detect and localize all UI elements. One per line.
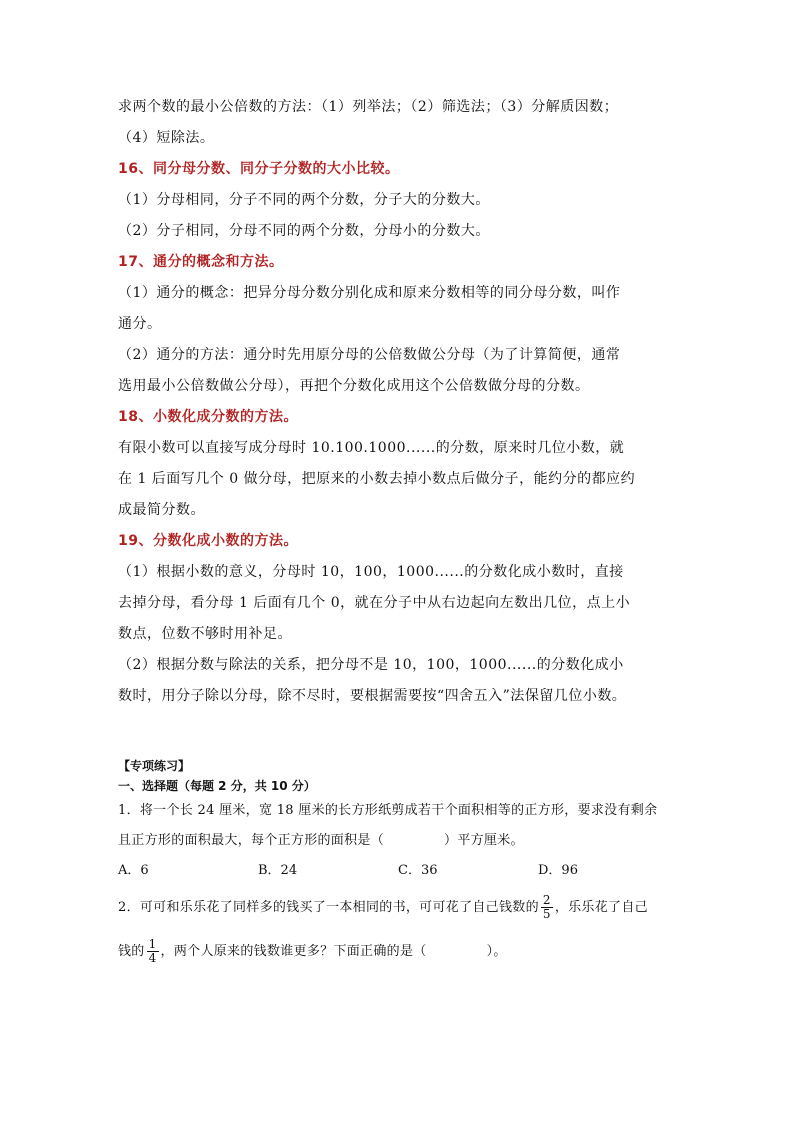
question-2-line-2 — [118, 930, 678, 974]
q2b-text-pre: 钱的 — [118, 944, 145, 959]
q1-text-post: ）平方厘米。 — [444, 833, 524, 848]
text-line: （2）根据分数与除法的关系，把分母不是 10，100，1000......的分数化成小 — [118, 657, 624, 673]
text-line: （1）根据小数的意义，分母时 10，100，1000......的分数化成小数时，直接 — [118, 564, 624, 580]
question-2-line-1 — [118, 886, 678, 930]
text-line: 数点，位数不够时用补足。 — [118, 626, 292, 642]
document-page — [118, 92, 678, 974]
option-c[interactable]: C．36 — [398, 863, 438, 878]
text-line: 通分。 — [118, 316, 162, 332]
fraction-denominator: 4 — [148, 951, 157, 965]
text-line: 数时，用分子除以分母，除不尽时，要根据需要按“四舍五入”法保留几位小数。 — [118, 688, 627, 704]
text-line: 去掉分母，看分母 1 后面有几个 0，就在分子中从右边起向左数出几位，点上小 — [118, 595, 631, 611]
question-1-options — [118, 856, 678, 886]
q2-text-pre: 2．可可和乐乐花了同样多的钱买了一本相同的书，可可花了自己钱数的 — [118, 900, 539, 915]
heading-17: 17、通分的概念和方法。 — [118, 254, 284, 270]
fraction-two-fifths — [541, 894, 553, 921]
fraction-denominator: 5 — [542, 907, 551, 921]
text-line: （2）分子相同，分母不同的两个分数，分母小的分数大。 — [118, 223, 490, 239]
text-line: 有限小数可以直接写成分母时 10.100.1000......的分数，原来时几位小数，就 — [118, 440, 625, 456]
q2b-text-mid: ，两个人原来的钱数谁更多？下面正确的是（ — [160, 944, 427, 959]
heading-18: 18、小数化成分数的方法。 — [118, 409, 298, 425]
fraction-numerator: 2 — [542, 893, 551, 907]
heading-16: 16、同分母分数、同分子分数的大小比较。 — [118, 161, 400, 177]
q1-text-pre: 且正方形的面积最大，每个正方形的面积是（ — [118, 833, 385, 848]
text-line: （1）分母相同，分子不同的两个分数，分子大的分数大。 — [118, 192, 490, 208]
fraction-one-quarter — [147, 938, 159, 965]
heading-19: 19、分数化成小数的方法。 — [118, 533, 298, 549]
q2-text-post: ，乐乐花了自己 — [554, 900, 648, 915]
text-line: 求两个数的最小公倍数的方法：（1）列举法；（2）筛选法；（3）分解质因数； — [118, 99, 619, 115]
fraction-numerator: 1 — [148, 937, 157, 951]
question-1-line-1: 1．将一个长 24 厘米，宽 18 厘米的长方形纸剪成若干个面积相等的正方形，要求没有剩余 — [118, 803, 658, 818]
text-line: （4）短除法。 — [118, 130, 215, 146]
q2b-text-end: ）。 — [486, 944, 507, 959]
text-line: 在 1 后面写几个 0 做分母，把原来的小数去掉小数点后做分子，能约分的都应约 — [118, 471, 636, 487]
question-1-line-2 — [118, 826, 678, 856]
text-line: （2）通分的方法：通分时先用原分母的公倍数做公分母（为了计算简便，通常 — [118, 347, 621, 363]
practice-title: 【专项练习】 — [118, 759, 191, 773]
option-b[interactable]: B．24 — [258, 863, 298, 878]
section-title: 一、选择题（每题 2 分，共 10 分） — [118, 779, 316, 793]
option-d[interactable]: D．96 — [538, 863, 578, 878]
text-line: （1）通分的概念：把异分母分数分别化成和原来分数相等的同分母分数，叫作 — [118, 285, 621, 301]
text-line: 成最简分数。 — [118, 502, 205, 518]
option-a[interactable]: A．6 — [118, 863, 149, 878]
text-line: 选用最小公倍数做公分母），再把个分数化成用这个公倍数做分母的分数。 — [118, 378, 590, 394]
